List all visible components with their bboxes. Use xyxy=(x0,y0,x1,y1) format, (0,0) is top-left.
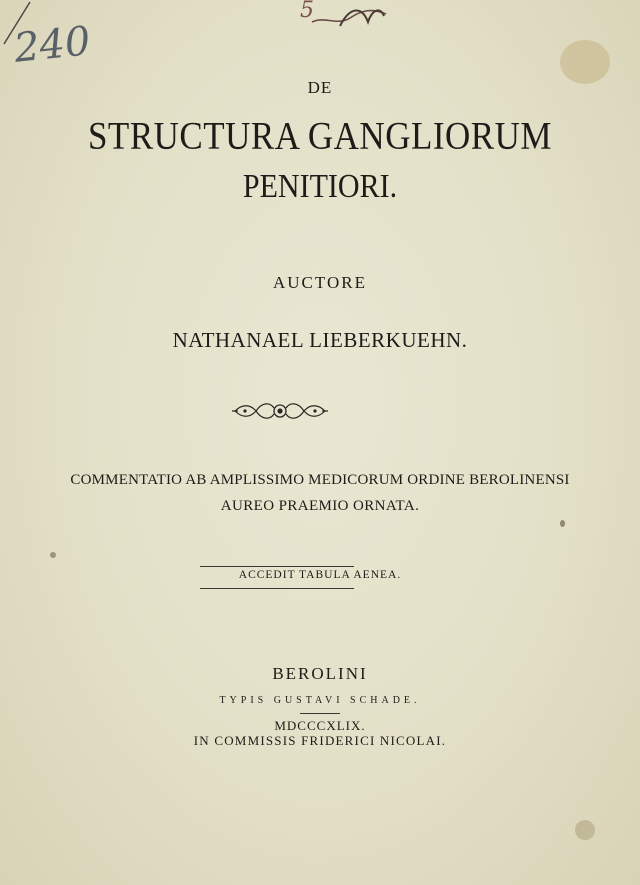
decorative-ornament xyxy=(230,398,330,424)
foxing-stain xyxy=(560,520,565,527)
handwritten-note: 5 xyxy=(300,0,314,23)
imprint-short-rule xyxy=(300,713,340,714)
rule-above-accedit xyxy=(200,566,354,567)
commentatio-line-2: AUREO PRAEMIO ORNATA. xyxy=(220,498,420,514)
title-prefix: DE xyxy=(307,78,333,97)
rule-below-accedit xyxy=(200,588,354,589)
plate-note: ACCEDIT TABULA AENEA. xyxy=(238,569,402,581)
imprint-commission: IN COMMISSIS FRIDERICI NICOLAI. xyxy=(193,733,447,748)
imprint-printer: TYPIS GUSTAVI SCHADE. xyxy=(219,695,421,706)
title-main: STRUCTURA GANGLIORUM xyxy=(87,113,553,158)
foxing-stain xyxy=(50,552,56,558)
handwritten-shelfmark: 240 xyxy=(11,18,93,72)
title-continuation: PENITIORI. xyxy=(242,167,398,205)
handwritten-stroke xyxy=(0,0,40,50)
author-name: NATHANAEL LIEBERKUEHN. xyxy=(172,328,468,352)
foxing-stain xyxy=(575,820,595,840)
auctore-label: AUCTORE xyxy=(273,273,367,292)
commentatio-line-1: COMMENTATIO AB AMPLISSIMO MEDICORUM ORDINE BEROLINENSI xyxy=(70,472,570,488)
imprint-year: MDCCCXLIX. xyxy=(274,718,366,733)
handwritten-scribble xyxy=(310,2,390,32)
imprint-place: BEROLINI xyxy=(272,664,368,683)
